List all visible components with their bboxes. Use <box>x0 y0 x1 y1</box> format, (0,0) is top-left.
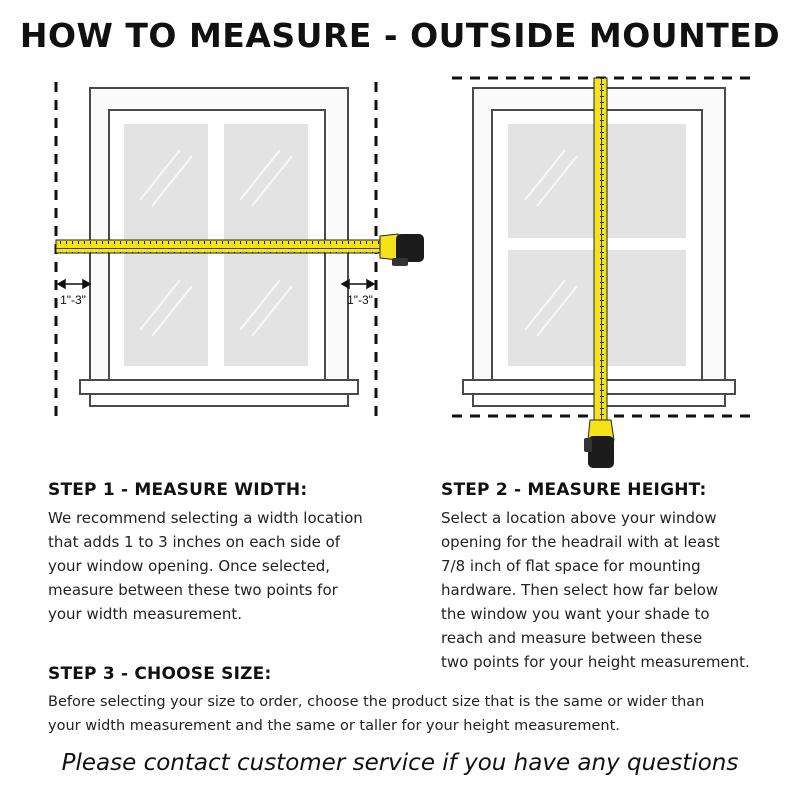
step-1-line: We recommend selecting a width location <box>48 509 363 527</box>
step-2-line: 7/8 inch of flat space for mounting <box>441 557 701 575</box>
step-3-body <box>48 690 768 738</box>
window-pane <box>224 252 308 366</box>
right-margin-arrow <box>342 280 374 288</box>
step-1-line: measure between these two points for <box>48 581 338 599</box>
step-2-line: reach and measure between these <box>441 629 703 647</box>
contact-footer: Please contact customer service if you have any questions <box>61 750 739 776</box>
tape-case <box>396 234 424 262</box>
window-sill-base <box>90 394 348 406</box>
step-3-line: Before selecting your size to order, choose the product size that is the same or wider than <box>48 694 705 710</box>
step-2-heading: STEP 2 - MEASURE HEIGHT: <box>441 480 707 500</box>
step-2-line: the window you want your shade to <box>441 605 710 623</box>
step-1-line: that adds 1 to 3 inches on each side of <box>48 533 341 551</box>
window-pane <box>224 124 308 242</box>
left-margin-arrow <box>58 280 90 288</box>
step-2-body <box>441 506 791 674</box>
step-1-body <box>48 506 408 626</box>
step-1-line: your width measurement. <box>48 605 243 623</box>
window-pane <box>124 252 208 366</box>
step-2-line: Select a location above your window <box>441 509 717 527</box>
step-1-heading: STEP 1 - MEASURE WIDTH: <box>48 480 308 500</box>
step-2-line: hardware. Then select how far below <box>441 581 719 599</box>
window-sill <box>80 380 358 394</box>
step-3-heading: STEP 3 - CHOOSE SIZE: <box>48 664 272 684</box>
step-3-line: your width measurement and the same or taller for your height measurement. <box>48 718 620 734</box>
window-width-illustration <box>56 82 424 422</box>
window-height-illustration <box>452 78 752 468</box>
step-2-line: opening for the headrail with at least <box>441 533 720 551</box>
step-2-line: two points for your height measurement. <box>441 653 750 671</box>
window-pane <box>124 124 208 242</box>
page-title: HOW TO MEASURE - OUTSIDE MOUNTED <box>19 16 781 55</box>
right-margin-label: 1"-3" <box>347 293 373 307</box>
step-1-line: your window opening. Once selected, <box>48 557 330 575</box>
left-margin-label: 1"-3" <box>60 293 86 307</box>
